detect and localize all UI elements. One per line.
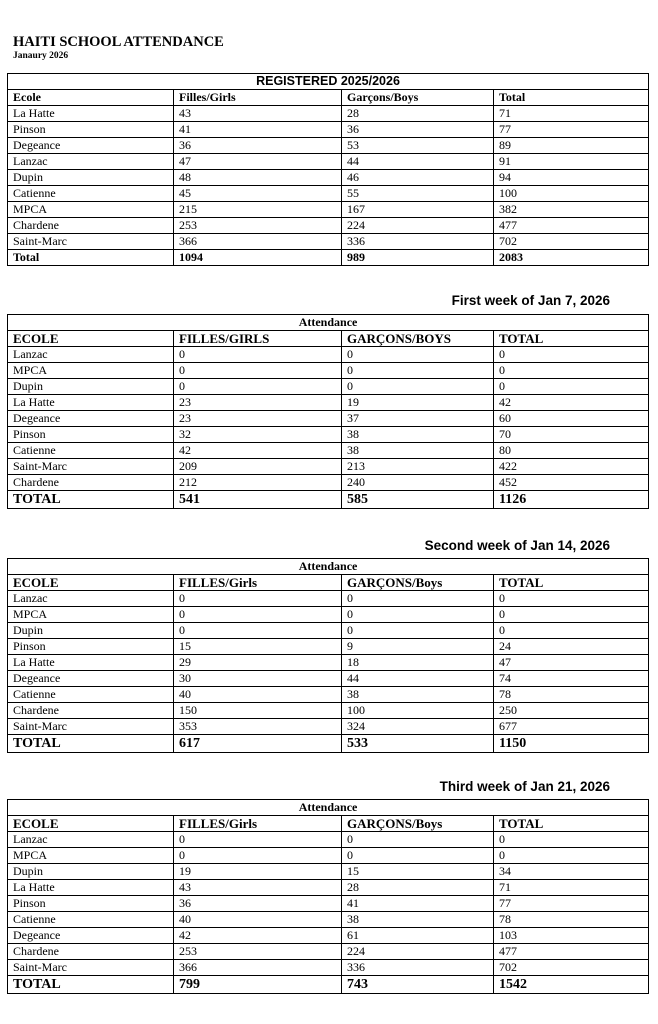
school-name: Dupin bbox=[8, 864, 174, 880]
table-row bbox=[8, 138, 649, 154]
table-row bbox=[8, 896, 649, 912]
table-row bbox=[8, 379, 649, 395]
school-name: MPCA bbox=[8, 202, 174, 218]
table-row bbox=[8, 475, 649, 491]
table-row bbox=[8, 234, 649, 250]
count-cell: 0 bbox=[174, 591, 342, 607]
count-cell: 43 bbox=[174, 880, 342, 896]
count-cell: 55 bbox=[342, 186, 494, 202]
table-header-row bbox=[8, 816, 649, 832]
table-banner bbox=[8, 559, 649, 575]
count-cell: 209 bbox=[174, 459, 342, 475]
school-name: Dupin bbox=[8, 170, 174, 186]
count-cell: 38 bbox=[342, 443, 494, 459]
school-name: Lanzac bbox=[8, 347, 174, 363]
column-header: Total bbox=[494, 90, 649, 106]
school-name: Degeance bbox=[8, 928, 174, 944]
table-row bbox=[8, 703, 649, 719]
count-cell: 215 bbox=[174, 202, 342, 218]
column-header: TOTAL bbox=[494, 575, 649, 591]
column-header: GARÇONS/BOYS bbox=[342, 331, 494, 347]
page-title: HAITI SCHOOL ATTENDANCE bbox=[13, 34, 224, 50]
count-cell: 103 bbox=[494, 928, 649, 944]
count-cell: 23 bbox=[174, 411, 342, 427]
table-row bbox=[8, 687, 649, 703]
count-cell: 60 bbox=[494, 411, 649, 427]
column-header: GARÇONS/Boys bbox=[342, 816, 494, 832]
total-value: 1126 bbox=[494, 491, 649, 509]
total-value: 799 bbox=[174, 976, 342, 994]
table-row bbox=[8, 607, 649, 623]
count-cell: 0 bbox=[494, 379, 649, 395]
table-row bbox=[8, 960, 649, 976]
school-name: MPCA bbox=[8, 363, 174, 379]
school-name: MPCA bbox=[8, 607, 174, 623]
count-cell: 36 bbox=[342, 122, 494, 138]
table-header-row bbox=[8, 575, 649, 591]
column-header: FILLES/Girls bbox=[174, 575, 342, 591]
total-row bbox=[8, 250, 649, 266]
total-row bbox=[8, 976, 649, 994]
school-name: Lanzac bbox=[8, 591, 174, 607]
count-cell: 702 bbox=[494, 960, 649, 976]
table-row bbox=[8, 671, 649, 687]
count-cell: 100 bbox=[494, 186, 649, 202]
total-value: 617 bbox=[174, 735, 342, 753]
total-value: 585 bbox=[342, 491, 494, 509]
table-row bbox=[8, 623, 649, 639]
count-cell: 89 bbox=[494, 138, 649, 154]
count-cell: 44 bbox=[342, 154, 494, 170]
count-cell: 477 bbox=[494, 218, 649, 234]
table-row bbox=[8, 864, 649, 880]
table-banner-cell: Attendance bbox=[8, 559, 649, 575]
school-name: Degeance bbox=[8, 671, 174, 687]
count-cell: 0 bbox=[494, 607, 649, 623]
table-row bbox=[8, 443, 649, 459]
count-cell: 324 bbox=[342, 719, 494, 735]
page-subtitle: Janaury 2026 bbox=[13, 51, 69, 61]
school-name: Degeance bbox=[8, 138, 174, 154]
table-banner-cell: REGISTERED 2025/2026 bbox=[8, 74, 649, 90]
school-name: Degeance bbox=[8, 411, 174, 427]
school-name: Chardene bbox=[8, 944, 174, 960]
count-cell: 42 bbox=[174, 443, 342, 459]
count-cell: 0 bbox=[342, 379, 494, 395]
table-row bbox=[8, 639, 649, 655]
count-cell: 18 bbox=[342, 655, 494, 671]
count-cell: 46 bbox=[342, 170, 494, 186]
school-name: Lanzac bbox=[8, 832, 174, 848]
table-row bbox=[8, 411, 649, 427]
count-cell: 0 bbox=[342, 347, 494, 363]
count-cell: 224 bbox=[342, 218, 494, 234]
school-name: La Hatte bbox=[8, 395, 174, 411]
column-header: GARÇONS/Boys bbox=[342, 575, 494, 591]
count-cell: 28 bbox=[342, 880, 494, 896]
school-name: Saint-Marc bbox=[8, 459, 174, 475]
count-cell: 38 bbox=[342, 912, 494, 928]
count-cell: 253 bbox=[174, 218, 342, 234]
total-label: Total bbox=[8, 250, 174, 266]
count-cell: 71 bbox=[494, 880, 649, 896]
count-cell: 0 bbox=[342, 832, 494, 848]
count-cell: 40 bbox=[174, 687, 342, 703]
table-banner bbox=[8, 315, 649, 331]
count-cell: 0 bbox=[174, 607, 342, 623]
count-cell: 0 bbox=[342, 848, 494, 864]
count-cell: 19 bbox=[174, 864, 342, 880]
table-row bbox=[8, 186, 649, 202]
school-name: Catienne bbox=[8, 687, 174, 703]
count-cell: 250 bbox=[494, 703, 649, 719]
count-cell: 366 bbox=[174, 960, 342, 976]
table-row bbox=[8, 218, 649, 234]
count-cell: 0 bbox=[174, 848, 342, 864]
count-cell: 77 bbox=[494, 896, 649, 912]
count-cell: 48 bbox=[174, 170, 342, 186]
table-row bbox=[8, 655, 649, 671]
column-header: ECOLE bbox=[8, 816, 174, 832]
school-name: La Hatte bbox=[8, 106, 174, 122]
count-cell: 0 bbox=[342, 623, 494, 639]
table-row bbox=[8, 944, 649, 960]
school-name: Pinson bbox=[8, 896, 174, 912]
column-header: Garçons/Boys bbox=[342, 90, 494, 106]
registered-table bbox=[7, 73, 649, 266]
count-cell: 0 bbox=[494, 591, 649, 607]
table-row bbox=[8, 106, 649, 122]
table-row bbox=[8, 170, 649, 186]
total-value: 1542 bbox=[494, 976, 649, 994]
count-cell: 336 bbox=[342, 960, 494, 976]
table-row bbox=[8, 912, 649, 928]
count-cell: 44 bbox=[342, 671, 494, 687]
table-banner bbox=[8, 74, 649, 90]
total-label: TOTAL bbox=[8, 976, 174, 994]
count-cell: 29 bbox=[174, 655, 342, 671]
table-header-row bbox=[8, 90, 649, 106]
count-cell: 36 bbox=[174, 896, 342, 912]
school-name: Chardene bbox=[8, 703, 174, 719]
count-cell: 0 bbox=[494, 848, 649, 864]
week1-table bbox=[7, 314, 649, 509]
school-name: Pinson bbox=[8, 639, 174, 655]
school-name: Saint-Marc bbox=[8, 960, 174, 976]
table-header-row bbox=[8, 331, 649, 347]
count-cell: 37 bbox=[342, 411, 494, 427]
column-header: Filles/Girls bbox=[174, 90, 342, 106]
count-cell: 336 bbox=[342, 234, 494, 250]
count-cell: 0 bbox=[174, 623, 342, 639]
count-cell: 78 bbox=[494, 687, 649, 703]
table-banner-cell: Attendance bbox=[8, 315, 649, 331]
count-cell: 0 bbox=[494, 623, 649, 639]
week1-heading: First week of Jan 7, 2026 bbox=[451, 293, 610, 308]
count-cell: 0 bbox=[494, 832, 649, 848]
school-name: Lanzac bbox=[8, 154, 174, 170]
total-value: 541 bbox=[174, 491, 342, 509]
count-cell: 240 bbox=[342, 475, 494, 491]
table-row bbox=[8, 928, 649, 944]
count-cell: 0 bbox=[174, 832, 342, 848]
count-cell: 43 bbox=[174, 106, 342, 122]
count-cell: 382 bbox=[494, 202, 649, 218]
column-header: FILLES/Girls bbox=[174, 816, 342, 832]
table-row bbox=[8, 880, 649, 896]
table-row bbox=[8, 122, 649, 138]
total-value: 533 bbox=[342, 735, 494, 753]
count-cell: 0 bbox=[174, 379, 342, 395]
count-cell: 0 bbox=[494, 363, 649, 379]
count-cell: 47 bbox=[494, 655, 649, 671]
column-header: ECOLE bbox=[8, 331, 174, 347]
count-cell: 32 bbox=[174, 427, 342, 443]
school-name: Dupin bbox=[8, 379, 174, 395]
count-cell: 353 bbox=[174, 719, 342, 735]
school-name: Catienne bbox=[8, 912, 174, 928]
column-header: ECOLE bbox=[8, 575, 174, 591]
count-cell: 677 bbox=[494, 719, 649, 735]
count-cell: 71 bbox=[494, 106, 649, 122]
count-cell: 23 bbox=[174, 395, 342, 411]
week3-heading: Third week of Jan 21, 2026 bbox=[439, 779, 610, 794]
table-row bbox=[8, 154, 649, 170]
count-cell: 100 bbox=[342, 703, 494, 719]
total-value: 1150 bbox=[494, 735, 649, 753]
column-header: TOTAL bbox=[494, 816, 649, 832]
table-banner bbox=[8, 800, 649, 816]
count-cell: 38 bbox=[342, 687, 494, 703]
count-cell: 41 bbox=[342, 896, 494, 912]
count-cell: 0 bbox=[174, 347, 342, 363]
total-label: TOTAL bbox=[8, 491, 174, 509]
total-value: 743 bbox=[342, 976, 494, 994]
count-cell: 0 bbox=[174, 363, 342, 379]
week2-heading: Second week of Jan 14, 2026 bbox=[424, 538, 610, 553]
count-cell: 53 bbox=[342, 138, 494, 154]
count-cell: 80 bbox=[494, 443, 649, 459]
school-name: La Hatte bbox=[8, 880, 174, 896]
table-row bbox=[8, 202, 649, 218]
school-name: La Hatte bbox=[8, 655, 174, 671]
count-cell: 74 bbox=[494, 671, 649, 687]
week2-table bbox=[7, 558, 649, 753]
count-cell: 77 bbox=[494, 122, 649, 138]
column-header: Ecole bbox=[8, 90, 174, 106]
count-cell: 15 bbox=[174, 639, 342, 655]
table-row bbox=[8, 363, 649, 379]
count-cell: 40 bbox=[174, 912, 342, 928]
total-row bbox=[8, 735, 649, 753]
school-name: Pinson bbox=[8, 122, 174, 138]
table-row bbox=[8, 591, 649, 607]
count-cell: 70 bbox=[494, 427, 649, 443]
table-row bbox=[8, 459, 649, 475]
count-cell: 42 bbox=[174, 928, 342, 944]
column-header: FILLES/GIRLS bbox=[174, 331, 342, 347]
count-cell: 36 bbox=[174, 138, 342, 154]
table-row bbox=[8, 719, 649, 735]
count-cell: 42 bbox=[494, 395, 649, 411]
table-row bbox=[8, 395, 649, 411]
count-cell: 91 bbox=[494, 154, 649, 170]
count-cell: 61 bbox=[342, 928, 494, 944]
count-cell: 224 bbox=[342, 944, 494, 960]
count-cell: 0 bbox=[342, 607, 494, 623]
count-cell: 38 bbox=[342, 427, 494, 443]
count-cell: 30 bbox=[174, 671, 342, 687]
count-cell: 212 bbox=[174, 475, 342, 491]
week3-table bbox=[7, 799, 649, 994]
table-banner-cell: Attendance bbox=[8, 800, 649, 816]
count-cell: 366 bbox=[174, 234, 342, 250]
school-name: Dupin bbox=[8, 623, 174, 639]
count-cell: 253 bbox=[174, 944, 342, 960]
count-cell: 45 bbox=[174, 186, 342, 202]
school-name: Pinson bbox=[8, 427, 174, 443]
count-cell: 34 bbox=[494, 864, 649, 880]
count-cell: 477 bbox=[494, 944, 649, 960]
table-row bbox=[8, 347, 649, 363]
count-cell: 47 bbox=[174, 154, 342, 170]
total-value: 1094 bbox=[174, 250, 342, 266]
count-cell: 78 bbox=[494, 912, 649, 928]
count-cell: 0 bbox=[342, 363, 494, 379]
school-name: MPCA bbox=[8, 848, 174, 864]
total-row bbox=[8, 491, 649, 509]
total-value: 2083 bbox=[494, 250, 649, 266]
school-name: Catienne bbox=[8, 186, 174, 202]
school-name: Chardene bbox=[8, 475, 174, 491]
total-label: TOTAL bbox=[8, 735, 174, 753]
count-cell: 0 bbox=[494, 347, 649, 363]
count-cell: 167 bbox=[342, 202, 494, 218]
count-cell: 9 bbox=[342, 639, 494, 655]
table-row bbox=[8, 848, 649, 864]
school-name: Saint-Marc bbox=[8, 719, 174, 735]
total-value: 989 bbox=[342, 250, 494, 266]
count-cell: 19 bbox=[342, 395, 494, 411]
count-cell: 15 bbox=[342, 864, 494, 880]
count-cell: 24 bbox=[494, 639, 649, 655]
count-cell: 41 bbox=[174, 122, 342, 138]
count-cell: 0 bbox=[342, 591, 494, 607]
school-name: Catienne bbox=[8, 443, 174, 459]
table-row bbox=[8, 427, 649, 443]
count-cell: 702 bbox=[494, 234, 649, 250]
count-cell: 422 bbox=[494, 459, 649, 475]
count-cell: 213 bbox=[342, 459, 494, 475]
school-name: Chardene bbox=[8, 218, 174, 234]
school-name: Saint-Marc bbox=[8, 234, 174, 250]
table-row bbox=[8, 832, 649, 848]
column-header: TOTAL bbox=[494, 331, 649, 347]
count-cell: 150 bbox=[174, 703, 342, 719]
count-cell: 94 bbox=[494, 170, 649, 186]
count-cell: 28 bbox=[342, 106, 494, 122]
count-cell: 452 bbox=[494, 475, 649, 491]
